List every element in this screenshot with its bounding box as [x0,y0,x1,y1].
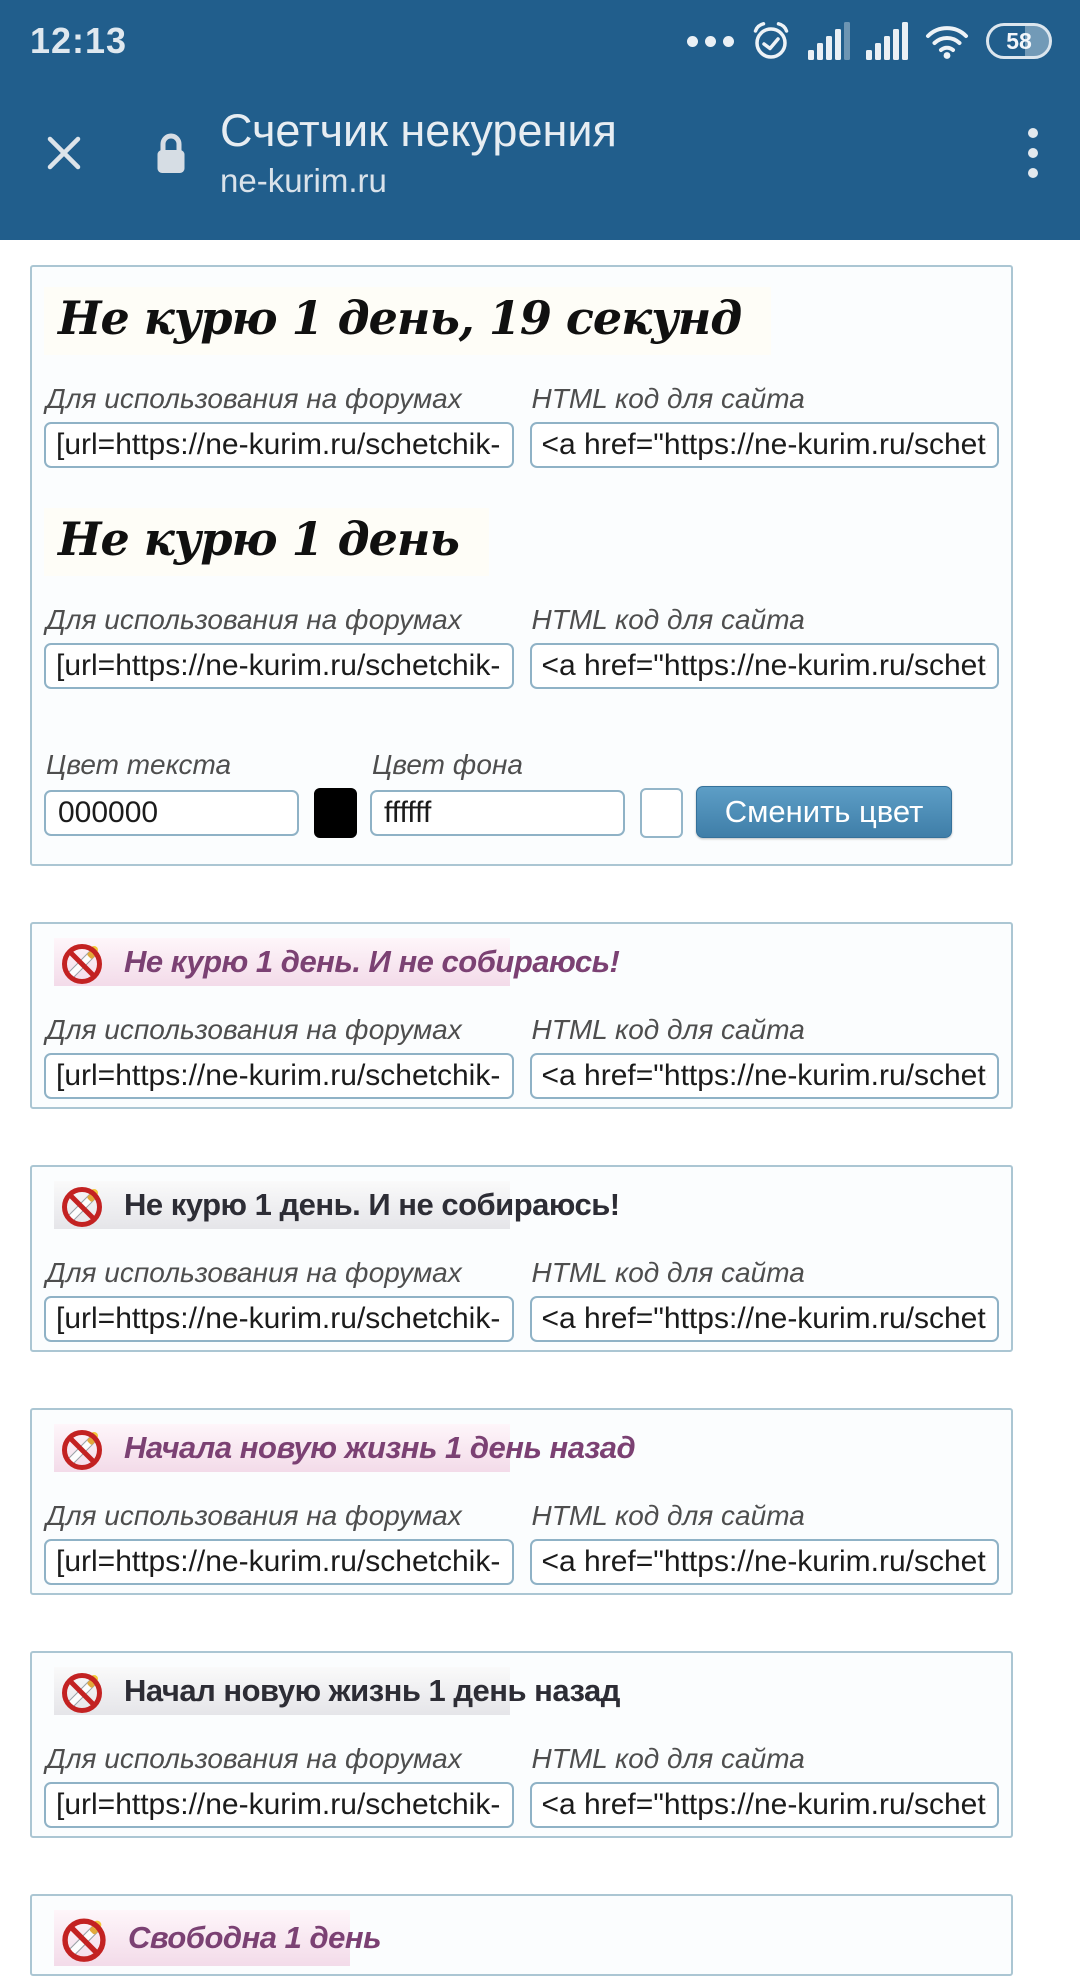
forum-code-label: Для использования на форумах [46,1743,462,1774]
forum-code-field [44,604,514,689]
close-button[interactable] [34,129,94,177]
html-code-label: HTML код для сайта [531,1743,805,1774]
bg-color-input[interactable] [370,790,625,836]
no-smoking-icon [62,1424,102,1472]
html-code-field [530,1500,1000,1585]
more-notifications-icon [687,36,734,47]
html-code-input[interactable] [530,643,1000,689]
forum-code-label: Для использования на форумах [46,1257,462,1288]
html-code-field [530,1257,1000,1342]
color-controls [44,749,999,838]
html-code-field [530,383,1000,468]
badge-text: Не курю 1 день. И не собираюсь! [124,944,620,979]
badge-preview [54,1181,620,1229]
signal-icon-sim2 [866,22,908,60]
alarm-icon [750,20,792,62]
forum-code-input[interactable] [44,1782,514,1828]
bg-color-swatch[interactable] [640,788,683,838]
title-block [220,105,1014,201]
counter-card-pink-2 [30,1408,1013,1595]
kebab-icon [1028,128,1038,138]
html-code-label: HTML код для сайта [531,1014,805,1045]
badge-text: Начал новую жизнь 1 день назад [124,1673,620,1708]
counter-card-pink-1 [30,922,1013,1109]
counter-card-gray-1 [30,1165,1013,1352]
menu-button[interactable] [1014,120,1052,186]
html-code-input[interactable] [530,1053,1000,1099]
forum-code-input[interactable] [44,1296,514,1342]
html-code-label: HTML код для сайта [531,604,805,635]
counter-card-pink-3 [30,1894,1013,1976]
badge-text: Не курю 1 день. И не собираюсь! [124,1187,620,1222]
forum-code-input[interactable] [44,643,514,689]
forum-code-label: Для использования на форумах [46,1014,462,1045]
badge-text: Начала новую жизнь 1 день назад [124,1430,636,1465]
html-code-field [530,604,1000,689]
no-smoking-icon [62,1912,106,1964]
counter-preview-1: Не курю 1 день, 19 секунд [44,287,771,355]
clock-text: 12:13 [30,20,128,61]
text-color-group [44,749,357,838]
forum-code-label: Для использования на форумах [46,383,462,414]
change-color-button[interactable]: Сменить цвет [696,786,952,838]
battery-level-text: 58 [1006,27,1032,54]
bg-color-group [370,749,683,838]
no-smoking-icon [62,1667,102,1715]
page-title: Счетчик некурения [220,105,617,156]
html-code-field [530,1743,1000,1828]
html-code-input[interactable] [530,422,1000,468]
page-content [0,240,1080,1976]
html-code-input[interactable] [530,1296,1000,1342]
badge-preview [54,1667,620,1715]
text-color-swatch[interactable] [314,788,357,838]
badge-preview [54,1910,382,1966]
counter-card-main [30,265,1013,866]
html-code-label: HTML код для сайта [531,383,805,414]
html-code-input[interactable] [530,1539,1000,1585]
signal-icon-sim1 [808,22,850,60]
battery-icon [986,23,1052,59]
forum-code-field [44,1257,514,1342]
counter-card-gray-2 [30,1651,1013,1838]
app-header [0,76,1080,240]
forum-code-input[interactable] [44,422,514,468]
text-color-input[interactable] [44,790,299,836]
html-code-label: HTML код для сайта [531,1500,805,1531]
html-code-label: HTML код для сайта [531,1257,805,1288]
no-smoking-icon [62,938,102,986]
badge-preview [54,1424,636,1472]
no-smoking-icon [62,1181,102,1229]
forum-code-field [44,1743,514,1828]
badge-preview [54,938,620,986]
forum-code-label: Для использования на форумах [46,1500,462,1531]
forum-code-field [44,383,514,468]
forum-code-field [44,1500,514,1585]
close-icon [40,129,88,177]
forum-code-input[interactable] [44,1539,514,1585]
forum-code-label: Для использования на форумах [46,604,462,635]
top-chrome [0,0,1080,240]
page-url: ne-kurim.ru [220,162,387,199]
status-icons [687,20,1052,62]
html-code-field [530,1014,1000,1099]
html-code-input[interactable] [530,1782,1000,1828]
wifi-icon [924,22,970,60]
lock-icon [152,129,190,177]
forum-code-field [44,1014,514,1099]
counter-preview-2: Не курю 1 день [44,508,489,576]
status-bar [0,0,1080,76]
text-color-label: Цвет текста [46,749,232,780]
badge-text: Свободна 1 день [128,1920,382,1955]
bg-color-label: Цвет фона [372,749,523,780]
forum-code-input[interactable] [44,1053,514,1099]
